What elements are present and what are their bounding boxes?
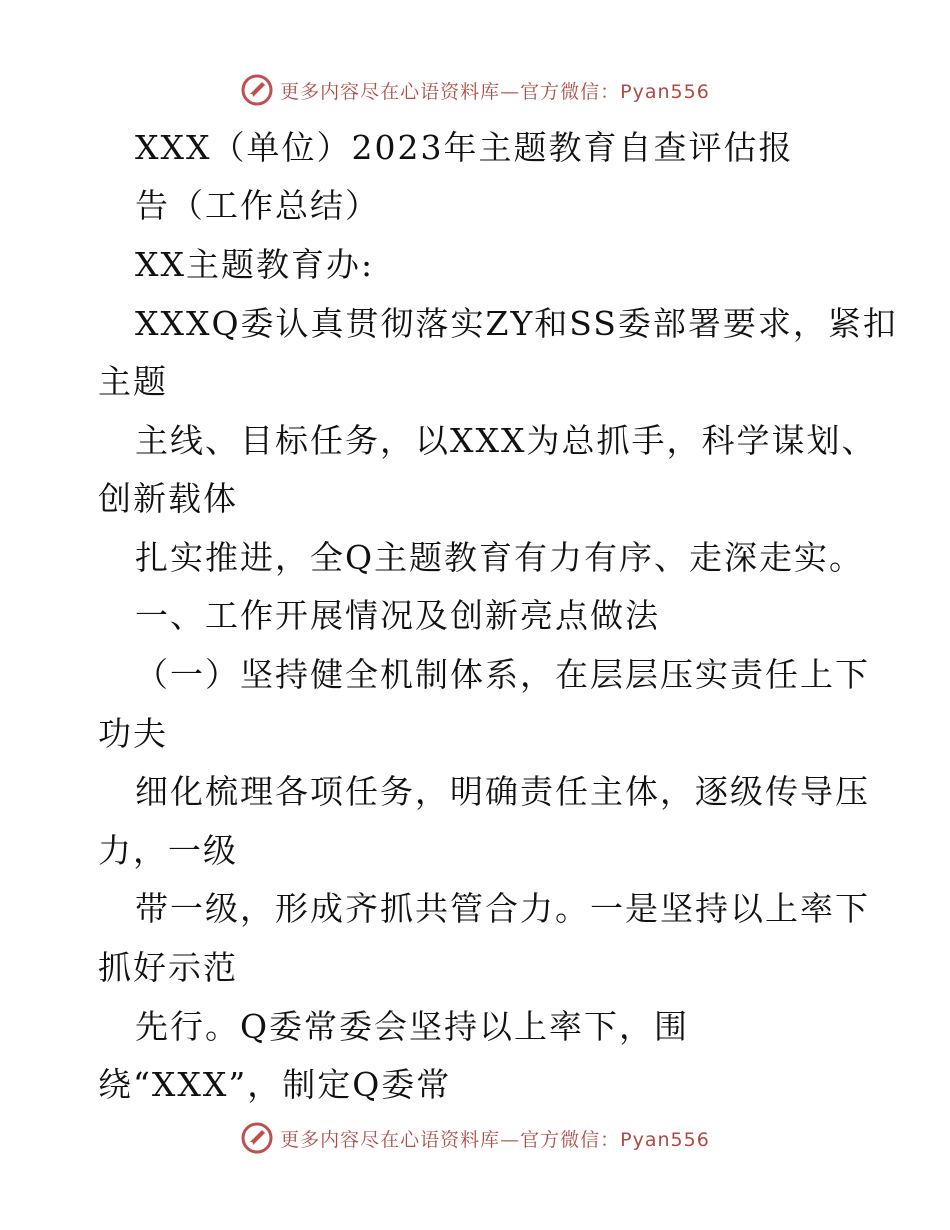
brand-logo-icon [240,1121,274,1155]
watermark-separator: — [500,80,521,103]
watermark-separator: — [500,1128,521,1151]
doc-section-heading: 一、工作开展情况及创新亮点做法 [135,596,660,635]
watermark-site: 更多内容尽在心语资料库 [280,80,501,103]
doc-title-line-2: 告（工作总结） [135,186,380,225]
doc-paragraph-line: 功夫 [98,714,168,753]
doc-subsection-heading: （一）坚持健全机制体系，在层层压实责任上下 [135,655,870,694]
doc-paragraph-line: 主线、目标任务，以XXX为总抓手，科学谋划、 [135,421,877,460]
doc-paragraph-line: 先行。Q委常委会坚持以上率下，围 [135,1007,690,1046]
watermark-site: 更多内容尽在心语资料库 [280,1128,501,1151]
watermark-suffix: 官方微信：Pyan556 [520,1128,710,1151]
doc-paragraph-line: 细化梳理各项任务，明确责任主体，逐级传导压 [135,772,870,811]
doc-addressee: XX主题教育办: [135,245,375,284]
doc-paragraph-line: XXXQ委认真贯彻落实ZY和SS委部署要求，紧扣 [135,304,898,343]
doc-paragraph-line: 带一级，形成齐抓共管合力。一是坚持以上率下 [135,889,870,928]
doc-paragraph-line: 扎实推进，全Q主题教育有力有序、走深走实。 [135,538,865,577]
watermark-text [280,77,710,104]
watermark-header [0,70,950,110]
doc-title-line-1: XXX（单位）2023年主题教育自查评估报 [135,128,794,167]
watermark-suffix: 官方微信：Pyan556 [520,80,710,103]
watermark-footer [0,1118,950,1158]
doc-paragraph-line: 力，一级 [98,831,238,870]
brand-logo-icon [240,73,274,107]
doc-paragraph-line: 创新载体 [98,479,238,518]
doc-paragraph-line: 绕“XXX”，制定Q委常 [98,1065,452,1104]
watermark-text [280,1125,710,1152]
doc-paragraph-line: 主题 [98,362,168,401]
doc-paragraph-line: 抓好示范 [98,948,238,987]
